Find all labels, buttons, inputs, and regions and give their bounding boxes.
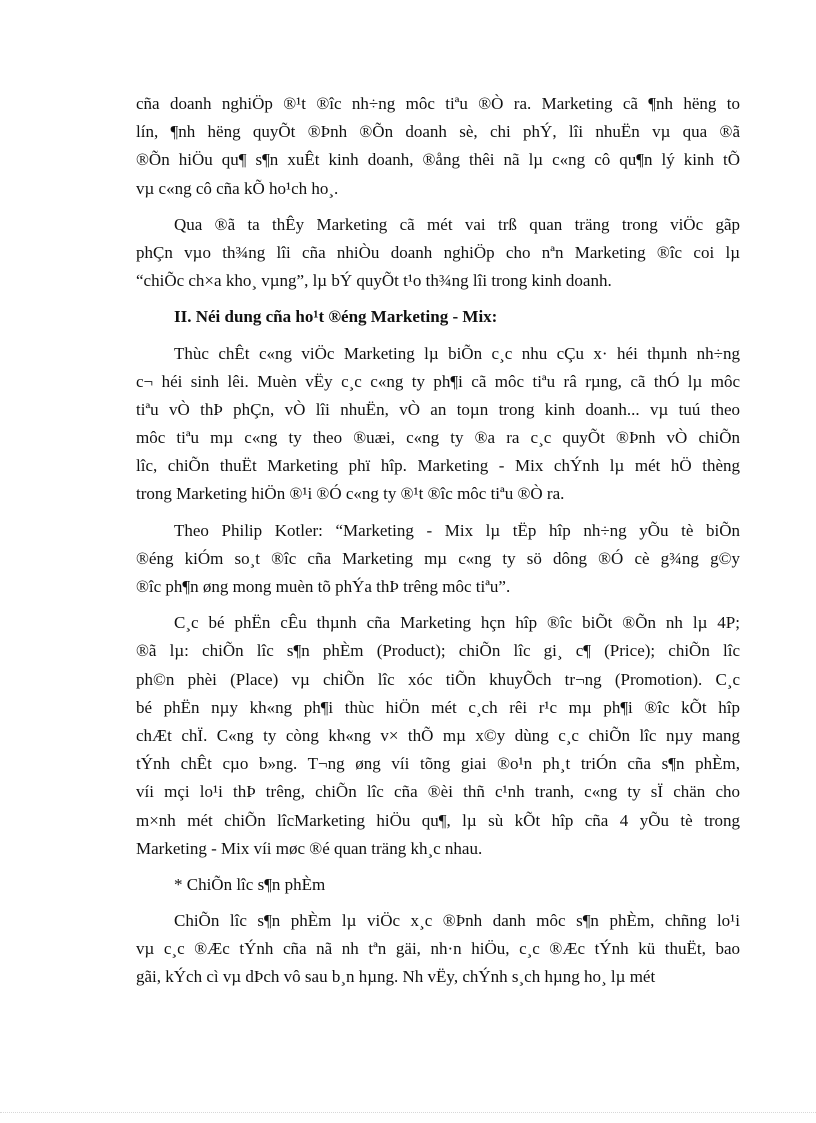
text-line: ®éng kiÓm so¸t ®îc cña Marketing mµ c«ng ty sö dông ®Ó cè g¾ng g©y bbox=[136, 548, 740, 568]
paragraph bbox=[136, 907, 740, 992]
section-heading bbox=[136, 303, 740, 331]
text-line: Theo Philip Kotler: “Marketing - Mix lµ tËp hîp nh÷ng yÕu tè biÕn bbox=[174, 520, 740, 540]
text-line: * ChiÕn lîc s¶n phÈm bbox=[174, 874, 326, 894]
text-line: môc tiªu mµ c«ng ty theo ®uæi, c«ng ty ®a ra c¸c quyÕt ®Þnh vÒ chiÕn bbox=[136, 428, 740, 448]
paragraph bbox=[136, 609, 740, 863]
text-line: lîc, chiÕn thuËt Marketing phï hîp. Marketing - Mix chÝnh lµ mét hÖ thèng bbox=[136, 456, 740, 476]
paragraph bbox=[136, 871, 740, 899]
document-body bbox=[136, 90, 740, 1000]
text-line: gãi, kÝch cì vµ dÞch vô sau b¸n hµng. Nh vËy, chÝnh s¸ch hµng ho¸ lµ mét bbox=[136, 967, 656, 987]
paragraph bbox=[136, 340, 740, 509]
paragraph bbox=[136, 517, 740, 602]
text-line: C¸c bé phËn cÊu thµnh cña Marketing hçn hîp ®îc biÕt ®Õn nh lµ 4P; bbox=[174, 613, 740, 633]
text-line: chÆt chÏ. C«ng ty còng kh«ng v× thÕ mµ x©y dùng c¸c chiÕn lîc nµy mang bbox=[136, 725, 740, 745]
text-line: cña doanh nghiÖp ®¹t ®îc nh÷ng môc tiªu ®Ò ra. Marketing cã ¶nh hëng to bbox=[136, 94, 740, 113]
text-line: Marketing - Mix víi møc ®é quan träng kh¸c nhau. bbox=[136, 838, 483, 858]
text-line: ®ã lµ: chiÕn lîc s¶n phÈm (Product); chiÕn lîc gi¸ c¶ (Price); chiÕn lîc bbox=[136, 641, 740, 661]
paragraph bbox=[136, 90, 740, 203]
text-line: ph©n phèi (Place) vµ chiÕn lîc xóc tiÕn khuyÕch tr¬ng (Promotion). C¸c bbox=[136, 669, 740, 689]
text-line: ChiÕn lîc s¶n phÈm lµ viÖc x¸c ®Þnh danh môc s¶n phÈm, chñng lo¹i bbox=[174, 911, 740, 931]
text-line: phÇn vµo th¾ng lîi cña nhiÒu doanh nghiÖp cho nªn Marketing ®îc coi lµ bbox=[136, 242, 740, 262]
text-line: vµ c«ng cô cña kÕ ho¹ch ho¸. bbox=[136, 178, 339, 198]
paragraph bbox=[136, 211, 740, 296]
text-line: ®îc ph¶n øng mong muèn tõ phÝa thÞ trêng môc tiªu”. bbox=[136, 577, 511, 596]
text-line: vµ c¸c ®Æc tÝnh cña nã nh tªn gäi, nh·n hiÖu, c¸c ®Æc tÝnh kü thuËt, bao bbox=[136, 939, 740, 959]
text-line: lín, ¶nh hëng quyÕt ®Þnh ®Õn doanh sè, chi phÝ, lîi nhuËn vµ qua ®ã bbox=[136, 122, 740, 142]
text-line: “chiÕc ch×a kho¸ vµng”, lµ bÝ quyÕt t¹o th¾ng lîi trong kinh doanh. bbox=[136, 271, 612, 291]
text-line: Thùc chÊt c«ng viÖc Marketing lµ biÕn c¸c nhu cÇu x· héi thµnh nh÷ng bbox=[174, 343, 740, 363]
text-line: Qua ®ã ta thÊy Marketing cã mét vai trß quan träng trong viÖc gãp bbox=[174, 214, 740, 234]
text-line: víi mçi lo¹i thÞ trêng, chiÕn lîc cña ®èi thñ c¹nh tranh, c«ng ty sÏ chän cho bbox=[136, 782, 740, 802]
text-line: ®Õn hiÖu qu¶ s¶n xuÊt kinh doanh, ®ång thêi nã lµ c«ng cô qu¶n lý kinh tÕ bbox=[136, 150, 740, 170]
text-line: c¬ héi sinh lêi. Muèn vËy c¸c c«ng ty ph¶i cã môc tiªu râ rµng, cã thÓ lµ môc bbox=[136, 371, 740, 391]
text-line: m×nh mét chiÕn lîcMarketing hiÖu qu¶, lµ sù kÕt hîp cña 4 yÕu tè trong bbox=[136, 810, 740, 830]
page-bottom-divider bbox=[0, 1112, 816, 1113]
text-line: tÝnh chÊt cµo b»ng. T¬ng øng víi tõng giai ®o¹n ph¸t triÓn cña s¶n phÈm, bbox=[136, 754, 740, 774]
text-line: bé phËn nµy kh«ng ph¶i thùc hiÖn mét c¸ch rêi r¹c mµ ph¶i ®îc kÕt hîp bbox=[136, 697, 740, 717]
text-line: II. Néi dung cña ho¹t ®éng Marketing - Mix: bbox=[174, 307, 498, 327]
text-line: trong Marketing hiÖn ®¹i ®Ó c«ng ty ®¹t ®îc môc tiªu ®Ò ra. bbox=[136, 484, 565, 504]
text-line: tiªu vÒ thÞ phÇn, vÒ lîi nhuËn, vÒ an toµn trong kinh doanh... vµ tuú theo bbox=[136, 399, 740, 419]
